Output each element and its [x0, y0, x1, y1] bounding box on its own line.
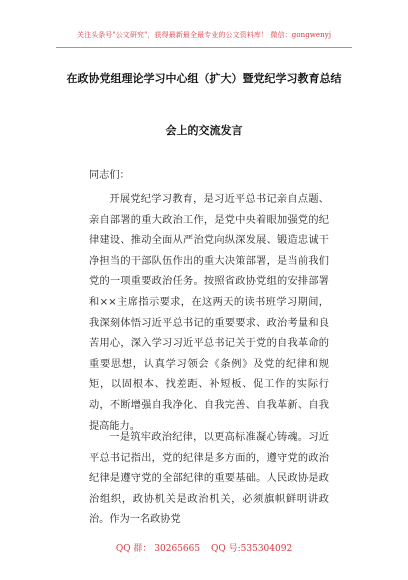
document-title-line-2: 会上的交流发言 [165, 124, 243, 137]
body-paragraph-1 [89, 190, 329, 437]
header-notice: 关注头条号"公文研究"，获得最新最全最专业的公文资料库！ 微信：gongwenyj [76, 31, 332, 39]
footer-qq-number: QQ 号:535304092 [210, 544, 293, 554]
header-divider [56, 47, 352, 48]
paragraph-text: 开展党纪学习教育，是习近平总书记亲自点题、亲自部署的重大政治工作，是党中央着眼加强党的纪律建设、推动全面从严治党向纵深发展、锻造忠诚干净担当的干部队伍作出的重大决策部署，是当前我们党的一项重要政治任务。按照省政协党组的安排部署和××主席指示要求，在这两天的读书班学习期间，我深刻体悟习近平总书记的重要要求、政治考量和良苦用心，深入学习习近平总书记关于党的自我革命的重要思想，认真学习领会《条例》及党的纪律和规矩，以固根本、找差距、补短板、促工作的实际行动，不断增强自我净化、自我完善、自我革新、自我提高能力。 [89, 194, 329, 432]
document-title-line-1: 在政协党组理论学习中心组（扩大）暨党纪学习教育总结 [66, 72, 342, 85]
salutation: 同志们： [89, 170, 130, 181]
paragraph-text: 一是筑牢政治纪律，以更高标准凝心铸魂。习近平总书记指出，党的纪律是多方面的，遵守党的政治纪律是遵守党的全部纪律的重要基础。人民政协是政治组织，政协机关是政治机关，必须旗帜鲜明讲政治。作为一名政协党 [89, 432, 329, 526]
footer-contact [0, 541, 408, 554]
footer-qq-group: QQ 群： 30265665 [115, 544, 201, 554]
body-paragraph-2 [89, 428, 329, 531]
